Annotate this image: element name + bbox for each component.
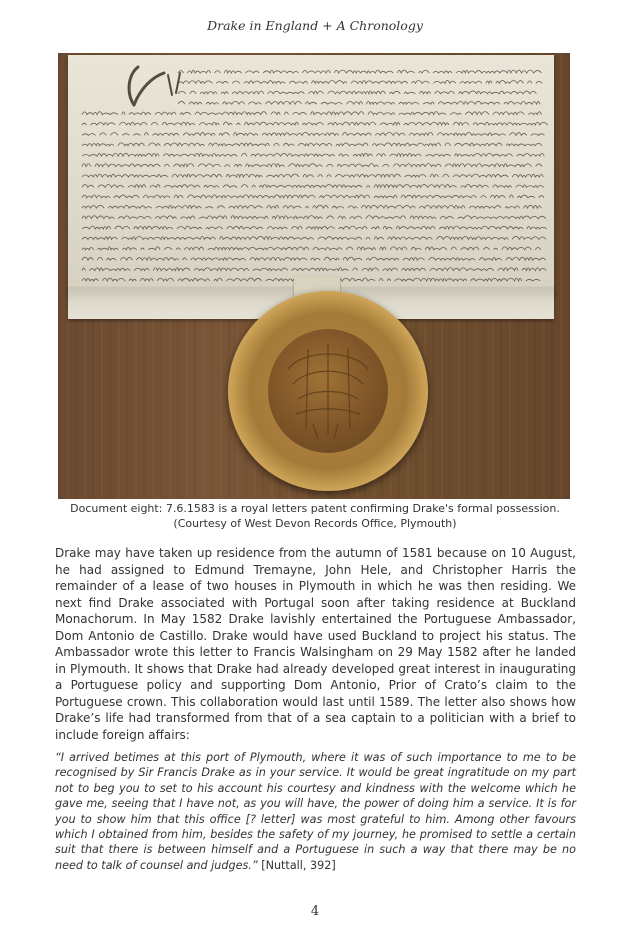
figure-caption — [40, 501, 590, 531]
script-lines — [82, 70, 550, 281]
script-line — [82, 143, 542, 146]
caption-line-1: Document eight: 7.6.1583 is a royal letters patent confirming Drake's formal possession. — [70, 502, 560, 515]
caption-line-2: (Courtesy of West Devon Records Office, Plymouth) — [173, 517, 457, 530]
script-line — [82, 122, 548, 125]
seal-relief-image — [268, 329, 388, 453]
script-line — [82, 226, 547, 229]
quotation-citation: [Nuttall, 392] — [261, 858, 336, 872]
body-paragraph: Drake may have taken up residence from the autumn of 1581 because on 10 August, he had assigned to Edmund Tremayne, John Hele, and Christopher Harris the remainder of a lease of two houses in Plymouth in which he was then residing. We next find Drake associated with Portugal soon after taking residence at Buckland Monachorum. In May 1582 Drake lavishly entertained the Portuguese Ambassador, Dom Antonio de Castillo. Drake would have used Buckland to project his status. The Ambassador wrote this letter to Francis Walsingham on 29 May 1582 after he landed in Plymouth. It shows that Drake had already developed great interest in inaugurating a Portuguese policy and supporting Dom Antonio, Prior of Crato’s claim to the Portuguese crown. This collaboration would last until 1589. The letter also shows how Drake’s life had transformed from that of a sea captain to a politician with a brief to include foreign affairs: — [55, 546, 576, 742]
quotation-block — [55, 750, 576, 873]
script-line — [82, 153, 544, 156]
script-line — [178, 80, 542, 83]
script-line — [82, 268, 546, 271]
script-line — [82, 205, 545, 208]
script-line — [82, 112, 546, 115]
script-line — [178, 91, 541, 94]
script-line — [178, 101, 540, 104]
script-line — [82, 184, 544, 187]
script-line — [82, 174, 543, 177]
script-line — [82, 247, 545, 250]
letters-patent-photo — [58, 53, 570, 499]
script-line — [82, 257, 550, 260]
script-line — [82, 195, 544, 198]
quotation-text: “I arrived betimes at this port of Plymouth, where it was of such importance to me to be recognised by Sir Francis Drake as in your service. It would be great ingratitude on my part not to beg you to set to his account his courtesy and kindness with the welcome which he gave me, seeing that I have not, as you will have, the power of doing him a service. It is for you to show him that this office [? letter] was most grateful to him. Among other favours which I obtained from him, besides the safety of my journey, he promised to settle a certain suit that there is between himself and a Portuguese in such a way that there may be no need to talk of counsel and judges.” — [55, 751, 576, 872]
parchment-document — [68, 55, 554, 297]
wax-seal — [228, 291, 428, 491]
running-title: Drake in England + A Chronology — [207, 18, 423, 33]
script-line — [82, 132, 544, 135]
script-line — [178, 70, 542, 73]
script-line — [82, 236, 546, 239]
handwritten-script-image — [68, 55, 554, 297]
script-line — [82, 164, 542, 167]
script-line — [82, 216, 546, 219]
seal-impression — [268, 329, 388, 453]
page-number: 4 — [310, 904, 320, 919]
